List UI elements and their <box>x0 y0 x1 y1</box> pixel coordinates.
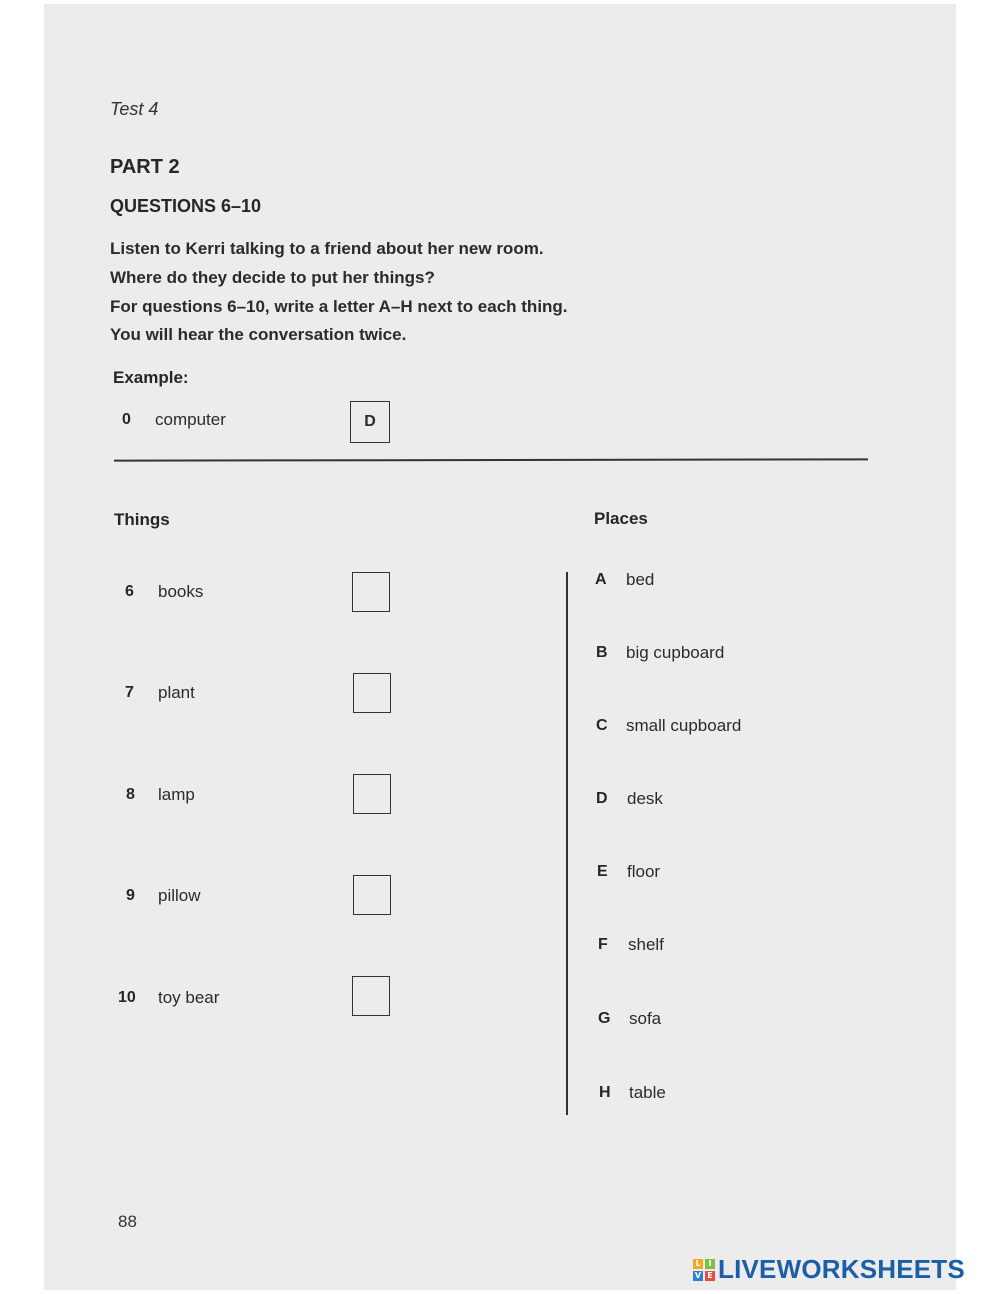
liveworksheets-logo <box>693 1254 965 1285</box>
example-label: Example: <box>113 368 189 387</box>
things-heading: Things <box>114 510 170 529</box>
place-label: floor <box>627 862 661 881</box>
example-answer-box: D <box>350 401 390 443</box>
example-number: 0 <box>122 411 131 428</box>
place-letter: H <box>599 1084 611 1101</box>
place-label: table <box>629 1083 666 1102</box>
liveworksheets-logo-icon <box>693 1259 715 1281</box>
place-letter: A <box>595 571 607 588</box>
place-letter: D <box>596 790 608 807</box>
logo-tile: L <box>693 1259 703 1269</box>
place-label: desk <box>627 789 663 808</box>
place-label: bed <box>626 570 655 589</box>
page-number: 88 <box>118 1212 137 1231</box>
place-label: small cupboard <box>626 716 742 735</box>
answer-box-10[interactable] <box>352 976 390 1016</box>
thing-label: plant <box>158 683 195 702</box>
place-letter: C <box>596 717 608 734</box>
thing-number: 10 <box>118 989 136 1006</box>
instruction-line: Listen to Kerri talking to a friend about her new room. <box>110 239 544 258</box>
part-title: PART 2 <box>110 156 180 178</box>
thing-number: 9 <box>126 887 135 904</box>
place-letter: F <box>598 936 608 953</box>
place-label: big cupboard <box>626 643 725 662</box>
answer-box-8[interactable] <box>353 774 391 814</box>
place-letter: B <box>596 644 608 661</box>
answer-box-7[interactable] <box>353 673 391 713</box>
thing-number: 6 <box>125 583 134 600</box>
thing-label: books <box>158 582 204 601</box>
thing-label: toy bear <box>158 988 220 1007</box>
logo-tile: E <box>705 1271 715 1281</box>
thing-label: lamp <box>158 785 195 804</box>
answer-box-9[interactable] <box>353 875 391 915</box>
logo-tile: I <box>705 1259 715 1269</box>
place-letter: E <box>597 863 608 880</box>
logo-tile: V <box>694 1271 702 1280</box>
column-divider <box>566 572 568 1115</box>
test-label: Test 4 <box>110 99 159 119</box>
instruction-line: Where do they decide to put her things? <box>110 268 435 287</box>
brand-name: LIVEWORKSHEETS <box>718 1254 965 1284</box>
instruction-line: You will hear the conversation twice. <box>110 325 407 344</box>
thing-number: 8 <box>126 786 135 803</box>
place-label: shelf <box>628 935 664 954</box>
place-letter: G <box>598 1010 611 1027</box>
instruction-line: For questions 6–10, write a letter A–H next to each thing. <box>110 297 568 316</box>
places-heading: Places <box>594 509 648 528</box>
thing-number: 7 <box>125 684 134 701</box>
example-thing: computer <box>155 410 226 429</box>
place-label: sofa <box>629 1009 662 1028</box>
answer-box-6[interactable] <box>352 572 390 612</box>
thing-label: pillow <box>158 886 201 905</box>
questions-label: QUESTIONS 6–10 <box>110 196 262 216</box>
